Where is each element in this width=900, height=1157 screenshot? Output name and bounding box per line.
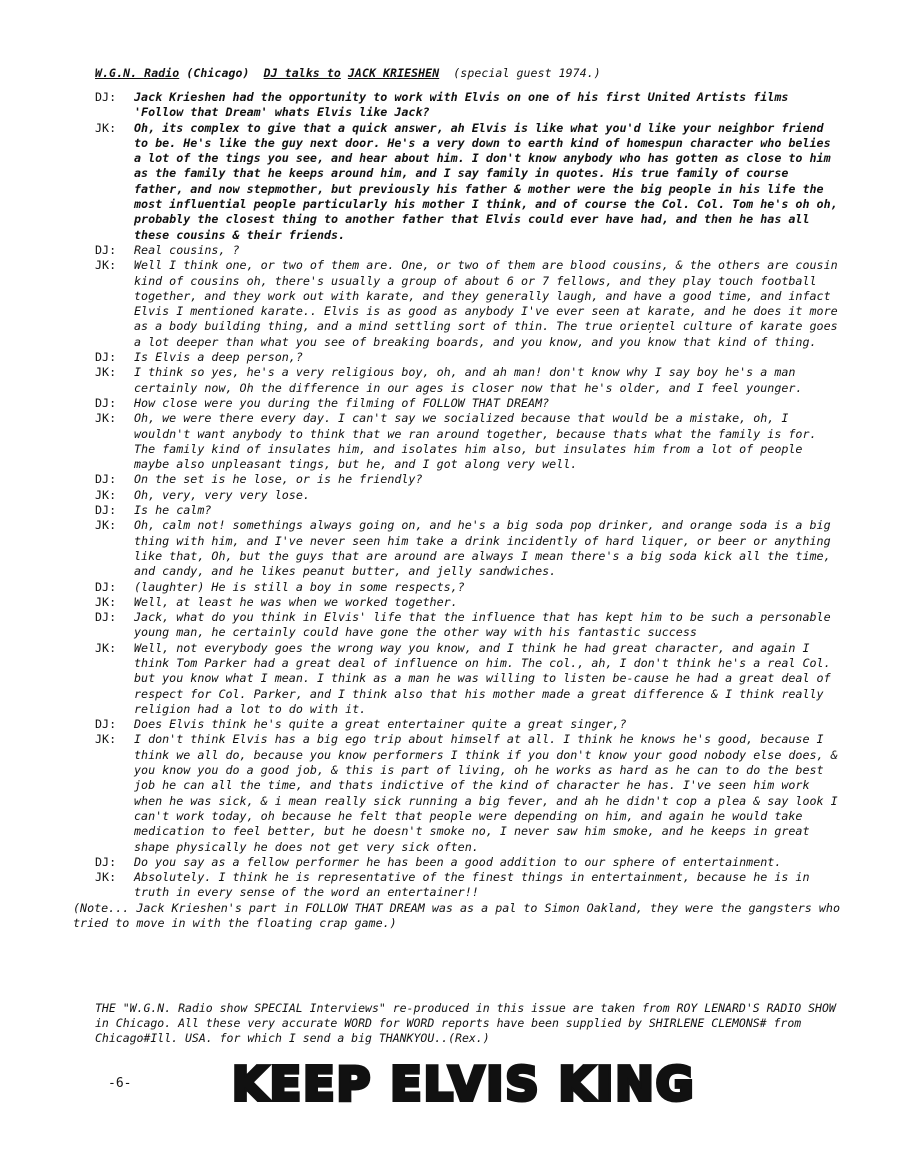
article-header bbox=[95, 66, 601, 80]
speaker-text: Well, not everybody goes the wrong way you know, and I think he had great character, and again I think Tom Parker had a great deal of influence on him. The col., ah, I don't think he's a real Col. but you know what I mean. I think as a man he was willing to listen be-cause he had a great deal of respect for Col. Parker, and I think also that his mother made a great difference & I think really religion had a lot to do with it. bbox=[134, 640, 831, 716]
dialogue-entry bbox=[95, 870, 840, 901]
banner-logo bbox=[232, 1050, 702, 1112]
speaker-text: Oh, very, very very lose. bbox=[134, 487, 310, 502]
speaker-label: JK: bbox=[95, 732, 117, 747]
speaker-label: JK: bbox=[95, 594, 117, 609]
dialogue-entry bbox=[95, 595, 840, 610]
note-paragraph: (Note... Jack Krieshen's part in FOLLOW THAT DREAM was as a pal to Simon Oakland, they were the gangsters who tried to move in with the floating crap game.) bbox=[73, 900, 840, 931]
speaker-label: DJ: bbox=[95, 717, 117, 732]
dialogue-entry bbox=[95, 121, 840, 243]
dialogue-entry bbox=[95, 855, 840, 870]
station-name: W.G.N. Radio bbox=[95, 66, 180, 80]
speaker-label: DJ: bbox=[95, 472, 117, 487]
speaker-label: JK: bbox=[95, 870, 117, 885]
page-number: -6- bbox=[108, 1076, 132, 1091]
speaker-text: Jack Krieshen had the opportunity to work with Elvis on one of his first United Artists films 'Follow that Dream' whats Elvis like Jack? bbox=[134, 90, 789, 120]
speaker-label: JK: bbox=[95, 411, 117, 426]
dialogue-entry bbox=[95, 350, 840, 365]
dialogue-entry bbox=[95, 243, 840, 258]
speaker-text: Oh, we were there every day. I can't say we socialized because that would be a mistake, oh, I wouldn't want anybody to think that we ran around together, because thats what the family is for. The family kind of insulates him, and isolates him also, but insulates him from a lot of people maybe also unpleasant tings, but he, and I got along very well. bbox=[134, 411, 817, 472]
speaker-label: DJ: bbox=[95, 242, 117, 257]
speaker-label: DJ: bbox=[95, 610, 117, 625]
speaker-text: Do you say as a fellow performer he has been a good addition to our sphere of entertainment. bbox=[134, 854, 782, 869]
speaker-text: On the set is he lose, or is he friendly? bbox=[134, 472, 423, 487]
dialogue-entry bbox=[95, 518, 840, 579]
banner-text: KEEP ELVIS KING bbox=[232, 1057, 696, 1111]
speaker-text: How close were you during the filming of FOLLOW THAT DREAM? bbox=[134, 395, 550, 410]
speaker-label: DJ: bbox=[95, 579, 117, 594]
speaker-label: DJ: bbox=[95, 854, 117, 869]
speaker-text: Is Elvis a deep person,? bbox=[134, 350, 303, 365]
dialogue-entry bbox=[95, 411, 840, 472]
speaker-label: JK: bbox=[95, 258, 117, 273]
dialogue-entry bbox=[95, 365, 840, 396]
dialogue-entry bbox=[95, 258, 840, 350]
speaker-label: DJ: bbox=[95, 395, 117, 410]
speaker-text: Well, at least he was when we worked together. bbox=[134, 594, 458, 609]
speaker-text: Well I think one, or two of them are. One, or two of them are blood cousins, & the others are cousin kind of cousins oh, there's usually a group of about 6 or 7 fellows, and they play touch football together, and they work out with karate, and they generally laugh, and have a good time, and infact Elvis I mentioned karate.. Elvis is as good as anybody I've ever seen at karate, and he does it more as a body building thing, and a mind settling sort of thin. The true orieņtel culture of karate goes a lot deeper than what you see of breaking boards, and you know, and you know that kind of thing. bbox=[134, 258, 838, 349]
station-city: (Chicago) bbox=[186, 66, 250, 80]
dialogue-entry bbox=[95, 610, 840, 641]
dialogue-entry bbox=[95, 717, 840, 732]
speaker-label: JK: bbox=[95, 640, 117, 655]
speaker-text: Is he calm? bbox=[134, 503, 212, 518]
speaker-text: Real cousins, ? bbox=[134, 242, 240, 257]
speaker-label: JK: bbox=[95, 487, 117, 502]
header-note: (special guest 1974.) bbox=[453, 66, 601, 80]
interview-transcript bbox=[73, 90, 840, 931]
speaker-text: I think so yes, he's a very religious boy, oh, and ah man! don't know why I say boy he's a man certainly now, Oh the difference in our ages is closer now that he's older, and I feel younger. bbox=[134, 365, 803, 395]
speaker-text: Does Elvis think he's quite a great entertainer quite a great singer,? bbox=[134, 717, 627, 732]
keep-elvis-king-banner bbox=[232, 1050, 702, 1116]
dialogue-entry bbox=[95, 90, 840, 121]
speaker-text: Absolutely. I think he is representative of the finest things in entertainment, because he is in truth in every sense of the word an entertainer!! bbox=[134, 870, 810, 900]
dialogue-entry bbox=[95, 396, 840, 411]
dialogue-entry bbox=[95, 472, 840, 487]
credit-paragraph: THE "W.G.N. Radio show SPECIAL Interviews" re-produced in this issue are taken from ROY LENARD'S RADIO SHOW in Chicago. All these very accurate WORD for WORD reports have been supplied by SHIRLENE CLEMONS# from Chicago#Ill. USA. for which I send a big THANKYOU..(Rex.) bbox=[95, 1001, 836, 1045]
speaker-label: DJ: bbox=[95, 503, 117, 518]
speaker-label: JK: bbox=[95, 120, 117, 135]
dialogue-entry bbox=[95, 732, 840, 854]
dialogue-entry bbox=[95, 580, 840, 595]
dialogue-entry bbox=[95, 503, 840, 518]
speaker-label: DJ: bbox=[95, 90, 117, 104]
speaker-label: JK: bbox=[95, 365, 117, 380]
speaker-label: JK: bbox=[95, 518, 117, 533]
dialogue-entry bbox=[95, 641, 840, 717]
guest-name: JACK KRIESHEN bbox=[347, 66, 440, 80]
speaker-text: I don't think Elvis has a big ego trip about himself at all. I think he knows he's good, because I think we all do, because you know performers I think if you don't know your good nobody else does, & you know you do a good job, & this is part of living, oh he works as hard as he can to do the best job he can all the time, and thats indictive of the kind of character he has. I've seen him work when he was sick, & i mean really sick running a big fever, and ah he didn't cop a plea & say look I can't work today, oh because he felt that people were depending on him, and again he would take medication to feel better, but he doesn't smoke no, I never saw him smoke, and he keeps in great shape physically he does not get very sick often. bbox=[134, 732, 838, 854]
speaker-text: Oh, its complex to give that a quick answer, ah Elvis is like what you'd like your neighbor friend to be. He's like the guy next door. He's a very down to earth kind of homespun character who belies a lot of the tings you see, and hear about him. I don't know anybody who has gotten as close to him as the family that he keeps around him, and I say family in quotes. His true family of course father, and now stepmother, but previously his father & mother were the big people in his life the most influential people particularly his mother I think, and of course the Col. Col. Tom he's oh oh, probably the closest thing to another father that Elvis could ever have had, and then he has all these cousins & their friends. bbox=[134, 120, 838, 242]
speaker-text: Oh, calm not! somethings always going on, and he's a big soda pop drinker, and orange soda is a big thing with him, and I've never seen him take a drink incidently of hard liquer, or beer or anything like that, Oh, but the guys that are around are always I mean there's a big soda kick all the time, and candy, and he likes peanut butter, and jelly sandwiches. bbox=[134, 518, 831, 579]
header-topic: DJ talks to bbox=[263, 66, 341, 80]
speaker-text: Jack, what do you think in Elvis' life that the influence that has kept him to be such a personable young man, he certainly could have gone the other way with his fantastic success bbox=[134, 610, 831, 640]
speaker-label: DJ: bbox=[95, 350, 117, 365]
speaker-text: (laughter) He is still a boy in some respects,? bbox=[134, 579, 465, 594]
dialogue-entry bbox=[95, 488, 840, 503]
